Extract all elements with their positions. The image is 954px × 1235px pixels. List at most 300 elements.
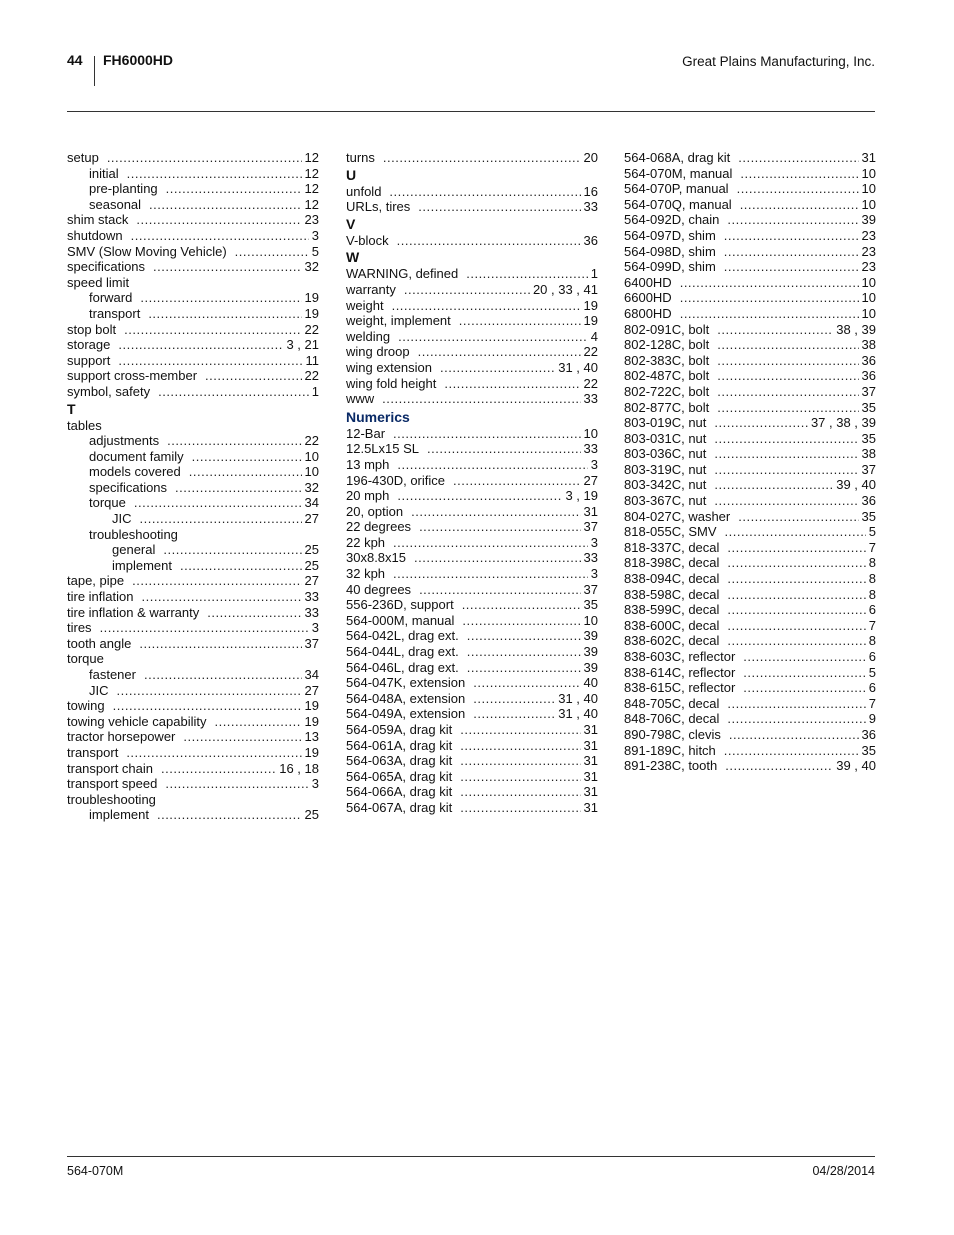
index-entry [624,431,876,447]
index-page-ref: 37 [861,383,876,399]
index-term: support [67,352,111,368]
index-term: seasonal [89,196,142,212]
dot-leader [183,729,301,745]
index-entry [624,743,876,759]
index-entry [67,337,319,353]
header-rule [67,111,875,112]
index-section-heading: T [67,400,76,417]
index-entry [346,691,598,707]
index-entry [67,667,319,683]
index-term: 40 degrees [346,581,412,597]
index-page-ref: 33 [304,589,319,605]
index-entry [624,477,876,493]
index-term: 803-019C, nut [624,415,707,431]
index-page-ref: 5 [868,524,876,540]
index-term: 564-048A, extension [346,690,466,706]
dot-leader [175,480,301,496]
index-entry [346,675,598,691]
dot-leader [163,542,301,558]
index-term: general [112,542,156,558]
index-page-ref: 6 [868,680,876,696]
index-page-ref: 38 , 39 [836,321,876,337]
index-entry [67,573,319,589]
dot-leader [107,150,302,166]
dot-leader [743,649,865,665]
dot-leader [153,259,301,275]
index-page-ref: 8 [868,633,876,649]
dot-leader [397,488,562,504]
index-page-ref: 36 [861,493,876,509]
model-title: FH6000HD [103,52,174,68]
index-page-ref: 19 [304,290,319,306]
dot-leader [139,636,301,652]
dot-leader [714,493,858,509]
index-entry [346,441,598,457]
index-page-ref: 37 , 38 , 39 [810,415,876,431]
index-entry [67,433,319,449]
index-page-ref: 35 [861,508,876,524]
dot-leader [460,738,580,754]
index-term: 22 kph [346,534,386,550]
dot-leader [414,550,581,566]
index-entry [346,628,598,644]
dot-leader [419,519,580,535]
index-page-ref: 37 [583,581,598,597]
index-term: tractor horsepower [67,729,176,745]
index-group-label: troubleshooting [67,791,156,807]
revision-date: 04/28/2014 [812,1164,875,1178]
dot-leader [727,587,865,603]
dot-leader [727,602,865,618]
index-page-ref: 36 [861,726,876,742]
dot-leader [207,605,301,621]
index-entry [346,582,598,598]
index-entry [346,769,598,785]
dot-leader [149,197,301,213]
index-term: 564-061A, drag kit [346,737,453,753]
index-page-ref: 10 [583,425,598,441]
dot-leader [727,571,865,587]
index-term: specifications [67,259,146,275]
index-entry [67,306,319,322]
index-entry [346,150,598,166]
index-page-ref: 27 [583,472,598,488]
dot-leader [727,212,858,228]
index-entry [346,566,598,582]
index-entry [67,166,319,182]
index-entry [624,665,876,681]
document-number: 564-070M [67,1164,124,1178]
index-term: shim stack [67,212,129,228]
index-page-ref: 39 [861,212,876,228]
index-column-3 [624,150,876,774]
index-page-ref: 38 [861,337,876,353]
index-page-ref: 7 [868,695,876,711]
dot-leader [727,540,865,556]
dot-leader [418,344,581,360]
dot-leader [411,504,580,520]
index-group-label: troubleshooting [89,526,178,542]
index-term: 838-614C, reflector [624,664,736,680]
dot-leader [725,758,833,774]
index-page-ref: 10 [861,165,876,181]
dot-leader [740,197,859,213]
index-page-ref: 40 [583,675,598,691]
index-page-ref: 38 [861,446,876,462]
index-term: 6600HD [624,290,672,306]
index-page-ref: 36 [861,352,876,368]
index-term: 564-070P, manual [624,181,729,197]
index-page-ref: 1 [311,383,319,399]
index-term: 804-027C, washer [624,508,731,524]
index-entry [624,680,876,696]
dot-leader [397,233,581,249]
index-page-ref: 16 [583,183,598,199]
index-entry [346,722,598,738]
index-term: 12-Bar [346,425,386,441]
index-term: 564-059A, drag kit [346,722,453,737]
index-term: 803-367C, nut [624,493,707,509]
dot-leader [141,589,301,605]
index-entry [624,524,876,540]
index-term: implement [112,557,172,573]
index-term: 803-319C, nut [624,461,707,477]
index-term: 564-098D, shim [624,243,716,259]
index-entry [67,228,319,244]
index-group-label: torque [67,651,104,667]
index-page-ref: 3 [311,227,319,243]
index-page-ref: 6 [868,649,876,664]
dot-leader [717,384,858,400]
index-entry [624,649,876,665]
dot-leader [714,477,833,493]
index-entry [67,244,319,260]
index-term: 838-600C, decal [624,617,720,633]
index-page-ref: 10 [304,464,319,480]
index-page-ref: 10 [583,612,598,628]
dot-leader [743,665,865,681]
index-entry [346,597,598,613]
index-page-ref: 31 [583,799,598,815]
index-entry [67,495,319,511]
index-term: 556-236D, support [346,597,454,613]
index-page-ref: 19 [583,297,598,313]
index-entry [346,519,598,535]
index-page-ref: 27 [304,573,319,589]
dot-leader [100,620,309,636]
index-page-ref: 12 [304,181,319,197]
index-entry [624,384,876,400]
index-term: 818-055C, SMV [624,524,717,540]
index-entry [67,197,319,213]
index-entry [67,589,319,605]
index-entry [346,282,598,298]
index-page-ref: 3 , 21 [286,337,319,353]
index-entry [624,509,876,525]
index-term: tape, pipe [67,573,125,589]
index-entry [67,384,319,400]
dot-leader [737,181,859,197]
index-page-ref: 31 , 40 [558,706,598,722]
dot-leader [136,212,301,228]
index-page-ref: 22 [304,321,319,337]
dot-leader [717,400,858,416]
index-term: 838-603C, reflector [624,649,736,664]
index-page-ref: 23 [304,212,319,228]
index-entry [624,727,876,743]
dot-leader [418,199,580,215]
index-term: 564-092D, chain [624,212,720,228]
index-entry [346,473,598,489]
dot-leader [717,353,858,369]
index-entry [67,353,319,369]
index-page-ref: 33 [583,550,598,566]
index-entry [346,233,598,249]
dot-leader [717,368,858,384]
index-page-ref: 31 [583,753,598,769]
dot-leader [467,644,581,660]
dot-leader [124,322,301,338]
index-term: wing fold height [346,375,437,391]
dot-leader [473,706,555,722]
dot-leader [389,184,580,200]
index-term: 564-046L, drag ext. [346,659,459,675]
index-page-ref: 11 [305,352,319,368]
dot-leader [717,337,858,353]
index-term: wing extension [346,359,432,375]
index-term: weight [346,297,384,313]
index-term: 564-047K, extension [346,675,466,691]
index-term: 564-097D, shim [624,227,716,243]
index-page-ref: 19 [304,698,319,714]
dot-leader [427,441,581,457]
index-term: forward [89,290,133,306]
dot-leader [404,282,530,298]
index-page-ref: 7 [868,617,876,633]
index-entry [67,558,319,574]
dot-leader [205,368,301,384]
dot-leader [724,259,859,275]
page-header [67,50,875,90]
dot-leader [444,376,580,392]
index-entry [346,644,598,660]
index-page-ref: 25 [304,557,319,573]
dot-leader [729,727,859,743]
index-page-ref: 33 [583,441,598,457]
index-term: 838-599C, decal [624,602,720,618]
index-page-ref: 3 [590,534,598,550]
index-page-ref: 31 [583,722,598,737]
dot-leader [397,457,587,473]
index-page-ref: 9 [868,711,876,727]
index-page-ref: 13 [304,729,319,745]
index-section-heading: U [346,166,357,183]
dot-leader [134,495,302,511]
index-entry [624,259,876,275]
index-entry [67,542,319,558]
index-term: 13 mph [346,456,390,472]
index-entry [346,660,598,676]
dot-leader [459,313,581,329]
index-entry [67,761,319,777]
index-section-heading: Numerics [346,408,410,425]
index-term: 803-342C, nut [624,477,707,493]
index-entry [346,376,598,392]
dot-leader [460,769,580,785]
index-page-ref: 3 [590,456,598,472]
index-term: 32 kph [346,566,386,582]
index-section-heading: W [346,249,360,266]
index-page-ref: 22 [304,368,319,384]
index-term: pre-planting [89,181,158,197]
index-page-ref: 20 , 33 , 41 [532,281,598,297]
dot-leader [714,415,808,431]
index-term: symbol, safety [67,383,151,399]
index-group-label: tables [67,417,102,433]
index-entry [346,753,598,769]
dot-leader [725,524,866,540]
dot-leader [460,753,580,769]
index-entry [346,550,598,566]
index-page-ref: 19 [304,744,319,760]
index-term: 564-049A, extension [346,706,466,722]
dot-leader [714,462,858,478]
index-page-ref: 20 [583,150,598,165]
index-term: implement [89,807,149,823]
dot-leader [398,329,588,345]
index-entry [624,462,876,478]
company-name: Great Plains Manufacturing, Inc. [682,54,875,69]
index-term: transport chain [67,760,153,776]
index-term: 564-065A, drag kit [346,768,453,784]
index-entry [67,181,319,197]
index-page-ref: 12 [304,165,319,181]
index-page-ref: 5 [868,664,876,680]
dot-leader [724,244,859,260]
index-page-ref: 39 [583,628,598,644]
index-term: 802-128C, bolt [624,337,710,353]
index-term: tooth angle [67,635,132,651]
index-page-ref: 37 [861,461,876,477]
index-entry [346,613,598,629]
index-page-ref: 31 [583,737,598,753]
index-page-ref: 8 [868,571,876,587]
dot-leader [180,558,302,574]
index-entry [346,266,598,282]
index-page-ref: 25 [304,542,319,558]
index-term: 6800HD [624,305,672,321]
index-term: 818-337C, decal [624,539,720,555]
index-page-ref: 5 [311,243,319,259]
dot-leader [127,166,302,182]
dot-leader [161,761,276,777]
index-page-ref: 34 [304,495,319,511]
index-page-ref: 19 [583,313,598,329]
index-page-ref: 39 , 40 [836,758,876,774]
index-page-ref: 10 [861,305,876,321]
dot-leader [680,306,859,322]
index-page-ref: 35 [861,430,876,446]
index-entry [624,602,876,618]
dot-leader [740,166,858,182]
index-entry [624,337,876,353]
dot-leader [440,360,555,376]
index-term: 564-044L, drag ext. [346,644,459,660]
index-entry [346,391,598,407]
index-entry [67,290,319,306]
index-term: 564-042L, drag ext. [346,628,459,644]
index-term: URLs, tires [346,199,411,215]
dot-leader [393,535,588,551]
index-entry [624,275,876,291]
index-page-ref: 31 , 40 [558,690,598,706]
index-page-ref: 10 [861,196,876,212]
dot-leader [189,464,302,480]
index-entry [67,698,319,714]
index-entry [346,199,598,215]
index-entry [624,711,876,727]
index-entry [624,212,876,228]
dot-leader [462,613,580,629]
index-term: wing droop [346,344,410,360]
index-term: tires [67,620,92,636]
index-entry [346,329,598,345]
index-page-ref: 35 [861,399,876,415]
index-entry [346,800,598,816]
dot-leader [467,628,581,644]
index-term: specifications [89,479,168,495]
dot-leader [140,290,301,306]
dot-leader [738,509,858,525]
index-page-ref: 37 [304,635,319,651]
index-entry [624,368,876,384]
index-entry [67,729,319,745]
dot-leader [714,431,858,447]
dot-leader [460,784,580,800]
index-page-ref: 8 [868,586,876,602]
index-term: storage [67,337,111,353]
index-page-ref: 22 [583,344,598,360]
index-term: 803-031C, nut [624,430,707,446]
header-divider [94,56,95,86]
index-term: transport [67,744,119,760]
index-term: towing [67,698,105,714]
index-entry [624,618,876,634]
index-entry [67,807,319,823]
dot-leader [680,290,859,306]
dot-leader [743,680,865,696]
index-term: warranty [346,281,396,297]
index-section-heading: V [346,215,356,232]
index-term: 838-094C, decal [624,571,720,587]
index-term: 802-487C, bolt [624,368,710,384]
dot-leader [144,667,302,683]
dot-leader [167,433,301,449]
index-term: 802-877C, bolt [624,399,710,415]
index-term: 564-070Q, manual [624,196,732,212]
index-term: fastener [89,667,136,682]
index-term: support cross-member [67,368,198,384]
index-page-ref: 8 [868,555,876,571]
index-page-ref: 32 [304,259,319,275]
dot-leader [462,597,581,613]
dot-leader [466,266,588,282]
index-term: 564-066A, drag kit [346,784,453,800]
page-number: 44 [67,52,83,68]
index-page-ref: 31 , 40 [558,359,598,375]
index-entry [67,449,319,465]
index-entry [346,738,598,754]
